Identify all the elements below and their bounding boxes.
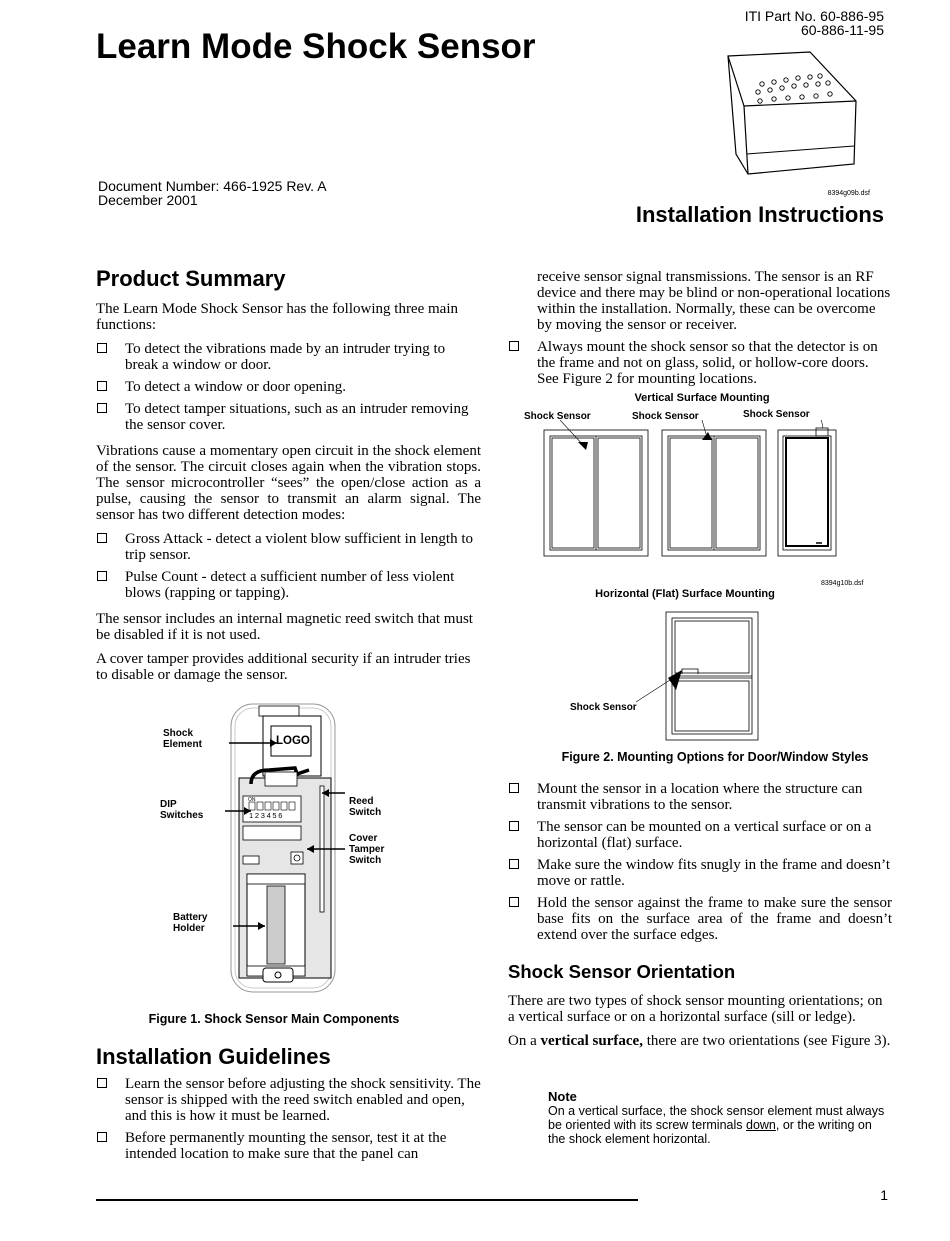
checkbox-bullet-icon: [509, 341, 519, 351]
figure1-caption: Figure 1. Shock Sensor Main Components: [148, 1012, 400, 1026]
checkbox-bullet-icon: [509, 783, 519, 793]
cover-tamper-label: Cover Tamper Switch: [349, 833, 385, 866]
list-item: Learn the sensor before adjusting the shock sensitivity. The sensor is shipped with the reed switch enabled and open, and this is how it must be learned.: [96, 1076, 481, 1124]
list-item: To detect tamper situations, such as an intruder removing the sensor cover.: [96, 401, 481, 433]
orientation-paragraph: There are two types of shock sensor mounting orientations; on a vertical surface or on a horizontal surface (sill or ledge).: [508, 993, 883, 1025]
orientation-heading: Shock Sensor Orientation: [508, 961, 736, 982]
list-item: Hold the sensor against the frame to make sure the sensor base fits on the surface area of the frame and doesn’t extend over the surface edges.: [508, 895, 892, 943]
right-column-bullets: [508, 781, 892, 949]
summary-intro: The Learn Mode Shock Sensor has the following three main functions:: [96, 301, 458, 333]
part-number-line-1: ITI Part No. 60-886-95: [744, 8, 884, 24]
list-item: Pulse Count - detect a sufficient number of less violent blows (rapping or tapping).: [96, 569, 481, 601]
checkbox-bullet-icon: [509, 897, 519, 907]
checkbox-bullet-icon: [97, 343, 107, 353]
installation-guidelines-heading: Installation Guidelines: [96, 1044, 331, 1069]
horizontal-mounting-title: Horizontal (Flat) Surface Mounting: [595, 588, 775, 600]
vertical-mounting-title: Vertical Surface Mounting: [634, 392, 770, 404]
continued-paragraph: receive sensor signal transmissions. The sensor is an RF device and there may be blind or non-operational locations within the installation. Normally, these can be overcome by moving the sensor or receiver.: [537, 269, 891, 333]
note-box: [548, 1089, 892, 1146]
checkbox-bullet-icon: [97, 403, 107, 413]
shock-sensor-label-1: Shock Sensor: [524, 411, 591, 422]
figure1-logo: LOGO: [276, 735, 310, 747]
list-item: Mount the sensor in a location where the structure can transmit vibrations to the sensor.: [508, 781, 892, 813]
shock-sensor-label-3: Shock Sensor: [743, 409, 810, 420]
horizontal-mounting-diagram: [630, 608, 762, 742]
list-item: Gross Attack - detect a violent blow sufficient in length to trip sensor.: [96, 531, 481, 563]
shock-element-label: Shock Element: [163, 728, 202, 750]
subtitle: Installation Instructions: [635, 202, 884, 227]
shock-sensor-label-4: Shock Sensor: [570, 702, 637, 713]
list-item: To detect the vibrations made by an intruder trying to break a window or door.: [96, 341, 481, 373]
checkbox-bullet-icon: [509, 859, 519, 869]
note-heading: Note: [548, 1089, 577, 1104]
page-number: 1: [880, 1187, 888, 1203]
vertical-mounting-diagram: [540, 420, 840, 560]
list-item: Always mount the shock sensor so that the detector is on the frame and not on glass, solid, or hollow-core doors. See Figure 2 for mounting locations.: [508, 339, 892, 387]
battery-holder-label: Battery Holder: [173, 912, 208, 934]
part-number: [745, 9, 884, 37]
checkbox-bullet-icon: [509, 821, 519, 831]
checkbox-bullet-icon: [97, 1078, 107, 1088]
product-summary: [96, 301, 481, 691]
checkbox-bullet-icon: [97, 381, 107, 391]
checkbox-bullet-icon: [97, 1132, 107, 1142]
vibrations-paragraph: Vibrations cause a momentary open circuit in the shock element of the sensor. The circuit closes again when the vibration stops. The sensor microcontroller “sees” the open/close action as a pulse, causing the sensor to transmit an alarm signal. The sensor has two different detection modes:: [96, 443, 481, 523]
figure2-caption: Figure 2. Mounting Options for Door/Window Styles: [561, 750, 869, 764]
dip-switches-label: DIP Switches: [160, 799, 204, 821]
reed-paragraph: The sensor includes an internal magnetic reed switch that must be disabled if it is not used.: [96, 611, 473, 643]
product-image: [718, 46, 866, 178]
product-image-file: 8394g09b.dsf: [827, 190, 870, 197]
product-summary-heading: Product Summary: [96, 266, 286, 291]
list-item: To detect a window or door opening.: [96, 379, 481, 395]
tamper-paragraph: A cover tamper provides additional security if an intruder tries to disable or damage the sensor.: [96, 651, 471, 683]
document-info: [98, 179, 327, 207]
shock-sensor-label-2: Shock Sensor: [632, 411, 699, 422]
part-number-line-2: 60-886-11-95: [800, 22, 884, 38]
note-body: On a vertical surface, the shock sensor element must always be oriented with its screw terminals down, or the writing on the shock element horizontal.: [548, 1104, 885, 1146]
orientation-section: [508, 993, 892, 1057]
installation-guidelines: [96, 1076, 481, 1168]
list-item: The sensor can be mounted on a vertical surface or on a horizontal (flat) surface.: [508, 819, 892, 851]
footer-rule: [96, 1199, 638, 1201]
reed-switch-label: Reed Switch: [349, 796, 382, 818]
dip-numbers: 1 2 3 4 5 6: [249, 811, 283, 820]
checkbox-bullet-icon: [97, 533, 107, 543]
document-number: Document Number: 466-1925 Rev. A: [98, 178, 327, 194]
vertical-paragraph: On a vertical surface, there are two orientations (see Figure 3).: [508, 1033, 891, 1049]
document-title: Learn Mode Shock Sensor: [96, 27, 536, 66]
list-item: Make sure the window fits snugly in the frame and doesn’t move or rattle.: [508, 857, 892, 889]
document-date: December 2001: [98, 192, 198, 208]
figure2-file: 8394g10b.dsf: [821, 580, 864, 587]
right-column-top: [508, 269, 892, 393]
dip-on-label: ON: [248, 797, 256, 803]
checkbox-bullet-icon: [97, 571, 107, 581]
list-item: Before permanently mounting the sensor, test it at the intended location to make sure that the panel can: [96, 1130, 481, 1162]
